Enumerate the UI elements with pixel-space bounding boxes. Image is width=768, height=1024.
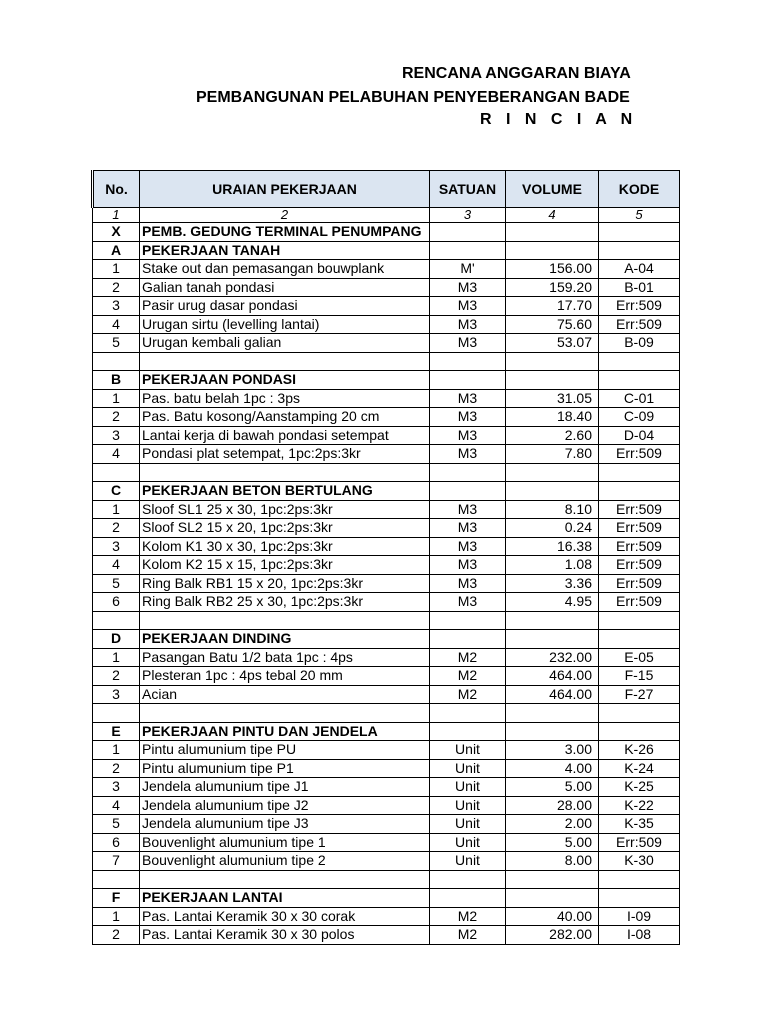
cell-satuan: M3 [430,537,506,556]
cell-kode: I-08 [599,926,680,945]
blank-row [93,704,680,723]
cell-no: 5 [93,815,140,834]
cell-satuan [430,630,506,649]
cell-kode: B-09 [599,334,680,353]
cell-volume [506,371,599,390]
cell-volume: 1.08 [506,556,599,575]
cell-satuan: Unit [430,759,506,778]
cell-kode: Err:509 [599,556,680,575]
cell-uraian: PEKERJAAN TANAH [140,241,430,260]
cell-volume: 8.00 [506,852,599,871]
cell-satuan: M3 [430,408,506,427]
cell-satuan: M3 [430,500,506,519]
cell-uraian: Bouvenlight alumunium tipe 2 [140,852,430,871]
cell-uraian: Pas. batu belah 1pc : 3ps [140,389,430,408]
cell-satuan: M2 [430,685,506,704]
cell-volume [506,241,599,260]
cell-no: 2 [93,278,140,297]
header-cell-kode: KODE [599,171,680,208]
cell-kode [599,482,680,501]
cell-satuan: M3 [430,334,506,353]
blank-row [93,611,680,630]
cell-satuan [430,371,506,390]
cell-satuan: M3 [430,389,506,408]
cell-no: A [93,241,140,260]
cell-volume: 17.70 [506,297,599,316]
cell-no: 4 [93,556,140,575]
cell-kode: K-25 [599,778,680,797]
cell-no: 1 [93,741,140,760]
cell-satuan [430,241,506,260]
cell-kode [599,463,680,482]
cell-uraian: Lantai kerja di bawah pondasi setempat [140,426,430,445]
cell-no: 3 [93,297,140,316]
cell-satuan: M2 [430,648,506,667]
section-row [93,223,680,242]
cell-no: 1 [93,389,140,408]
cell-volume: 4.95 [506,593,599,612]
header-cell-satuan: SATUAN [430,171,506,208]
table-row [93,926,680,945]
table-row [93,315,680,334]
cell-kode: Err:509 [599,537,680,556]
cell-volume: 159.20 [506,278,599,297]
cell-satuan [430,223,506,242]
cell-no: 6 [93,833,140,852]
cell-no [93,463,140,482]
cell-uraian: Pas. Batu kosong/Aanstamping 20 cm [140,408,430,427]
cell-uraian: Plesteran 1pc : 4ps tebal 20 mm [140,667,430,686]
cell-volume: 3.36 [506,574,599,593]
cell-satuan: M3 [430,426,506,445]
cell-volume: 31.05 [506,389,599,408]
cell-satuan: M3 [430,574,506,593]
cell-uraian: PEKERJAAN BETON BERTULANG [140,482,430,501]
cell-uraian: Ring Balk RB2 25 x 30, 1pc:2ps:3kr [140,593,430,612]
cell-uraian: PEKERJAAN PONDASI [140,371,430,390]
cell-no: F [93,889,140,908]
cell-volume: 7.80 [506,445,599,464]
cell-volume: 75.60 [506,315,599,334]
cell-kode: A-04 [599,260,680,279]
cell-uraian [140,870,430,889]
cell-no: D [93,630,140,649]
cell-kode: Err:509 [599,519,680,538]
cell-uraian: Pintu alumunium tipe P1 [140,759,430,778]
table-row [93,648,680,667]
cell-uraian: PEKERJAAN PINTU DAN JENDELA [140,722,430,741]
cell-uraian: Ring Balk RB1 15 x 20, 1pc:2ps:3kr [140,574,430,593]
blank-row [93,352,680,371]
table-row [93,796,680,815]
cell-volume [506,704,599,723]
cell-kode: I-09 [599,907,680,926]
cell-volume [506,611,599,630]
table-row [93,593,680,612]
cell-no: 6 [93,593,140,612]
cell-volume: 232.00 [506,648,599,667]
cell-uraian: Acian [140,685,430,704]
cell-uraian: Pas. Lantai Keramik 30 x 30 corak [140,907,430,926]
table-row [93,408,680,427]
cell-satuan [430,889,506,908]
cell-no: 3 [93,778,140,797]
cell-satuan [430,463,506,482]
column-number-row [93,208,680,223]
cell-satuan [430,722,506,741]
table-row [93,667,680,686]
cell-satuan [430,352,506,371]
table-row [93,778,680,797]
cell-volume: 464.00 [506,667,599,686]
cell-no: 1 [93,500,140,519]
cell-no: 2 [93,408,140,427]
cell-no: 5 [93,334,140,353]
column-number: 4 [506,208,599,223]
table-row [93,297,680,316]
cell-satuan [430,611,506,630]
table-row [93,833,680,852]
table-body [93,223,680,945]
cell-uraian: PEKERJAAN DINDING [140,630,430,649]
cell-satuan: M' [430,260,506,279]
cell-volume: 8.10 [506,500,599,519]
cell-volume: 28.00 [506,796,599,815]
cell-uraian: Urugan kembali galian [140,334,430,353]
cell-no: 4 [93,445,140,464]
cell-uraian: Pondasi plat setempat, 1pc:2ps:3kr [140,445,430,464]
table-row [93,334,680,353]
cell-kode: E-05 [599,648,680,667]
cell-satuan [430,870,506,889]
cell-satuan: Unit [430,833,506,852]
table-row [93,278,680,297]
cell-uraian [140,463,430,482]
cell-no [93,870,140,889]
cell-satuan: M3 [430,593,506,612]
table-row [93,260,680,279]
blank-row [93,463,680,482]
cell-kode [599,371,680,390]
cell-volume: 4.00 [506,759,599,778]
cell-kode [599,241,680,260]
cell-no: 1 [93,907,140,926]
cell-satuan: M2 [430,926,506,945]
table-row [93,556,680,575]
cell-kode: F-15 [599,667,680,686]
cell-no: 2 [93,667,140,686]
cell-no: 4 [93,315,140,334]
cell-volume: 5.00 [506,778,599,797]
cell-no: 4 [93,796,140,815]
cell-kode: C-09 [599,408,680,427]
cell-satuan: M3 [430,519,506,538]
cell-volume: 464.00 [506,685,599,704]
cell-volume: 5.00 [506,833,599,852]
column-number: 1 [93,208,140,223]
cell-no: B [93,371,140,390]
cell-uraian [140,611,430,630]
cell-uraian: Bouvenlight alumunium tipe 1 [140,833,430,852]
cell-kode [599,630,680,649]
cell-satuan: M2 [430,667,506,686]
cell-volume [506,630,599,649]
cell-kode: Err:509 [599,500,680,519]
cell-kode [599,722,680,741]
table-row [93,741,680,760]
cell-no: 3 [93,685,140,704]
table-row [93,685,680,704]
cell-uraian: Kolom K1 30 x 30, 1pc:2ps:3kr [140,537,430,556]
table-row [93,426,680,445]
cell-volume: 40.00 [506,907,599,926]
cell-kode: Err:509 [599,574,680,593]
cell-kode [599,870,680,889]
column-number: 2 [140,208,430,223]
cell-kode: F-27 [599,685,680,704]
cell-no: 3 [93,537,140,556]
cell-kode: K-24 [599,759,680,778]
cell-uraian: Sloof SL1 25 x 30, 1pc:2ps:3kr [140,500,430,519]
cell-uraian: Stake out dan pemasangan bouwplank [140,260,430,279]
document-subtitle: PEMBANGUNAN PELABUHAN PENYEBERANGAN BADE [196,89,630,106]
cell-volume [506,722,599,741]
cell-volume: 18.40 [506,408,599,427]
cell-volume: 2.60 [506,426,599,445]
cell-uraian: PEMB. GEDUNG TERMINAL PENUMPANG [140,223,430,242]
cell-uraian: Urugan sirtu (levelling lantai) [140,315,430,334]
cell-uraian: Kolom K2 15 x 15, 1pc:2ps:3kr [140,556,430,575]
cell-uraian: Jendela alumunium tipe J3 [140,815,430,834]
cell-satuan: M3 [430,315,506,334]
cell-satuan [430,704,506,723]
cell-no: X [93,223,140,242]
cell-no [93,704,140,723]
table-row [93,389,680,408]
table-row [93,815,680,834]
cell-no: 1 [93,648,140,667]
cell-volume [506,482,599,501]
cell-satuan: Unit [430,852,506,871]
cell-kode [599,889,680,908]
section-row [93,482,680,501]
cell-kode: K-35 [599,815,680,834]
cell-volume [506,352,599,371]
cell-volume: 282.00 [506,926,599,945]
section-row [93,630,680,649]
cell-uraian: Pintu alumunium tipe PU [140,741,430,760]
cell-volume: 156.00 [506,260,599,279]
cell-no [93,352,140,371]
cell-uraian: Pas. Lantai Keramik 30 x 30 polos [140,926,430,945]
header-row [93,171,680,208]
cell-volume: 0.24 [506,519,599,538]
cell-kode: D-04 [599,426,680,445]
section-row [93,889,680,908]
cell-satuan: M3 [430,297,506,316]
cell-kode: Err:509 [599,445,680,464]
cell-kode: Err:509 [599,593,680,612]
cell-kode [599,704,680,723]
cell-kode: Err:509 [599,833,680,852]
table-row [93,907,680,926]
section-row [93,722,680,741]
rab-table [91,170,680,945]
cell-satuan: Unit [430,796,506,815]
cell-no: 5 [93,574,140,593]
cell-uraian: Jendela alumunium tipe J1 [140,778,430,797]
section-row [93,371,680,390]
column-number: 5 [599,208,680,223]
cell-satuan: M3 [430,556,506,575]
column-number: 3 [430,208,506,223]
cell-volume [506,870,599,889]
cell-satuan [430,482,506,501]
cell-uraian [140,704,430,723]
header-cell-volume: VOLUME [506,171,599,208]
cell-no: 3 [93,426,140,445]
cell-satuan: M3 [430,445,506,464]
cell-volume [506,889,599,908]
table-row [93,759,680,778]
cell-volume: 53.07 [506,334,599,353]
cell-satuan: M2 [430,907,506,926]
cell-no: 7 [93,852,140,871]
cell-kode [599,223,680,242]
cell-satuan: M3 [430,278,506,297]
cell-kode: B-01 [599,278,680,297]
table-row [93,519,680,538]
cell-no: 2 [93,759,140,778]
cell-uraian [140,352,430,371]
cell-kode: Err:509 [599,315,680,334]
cell-kode: C-01 [599,389,680,408]
blank-row [93,870,680,889]
cell-uraian: Pasangan Batu 1/2 bata 1pc : 4ps [140,648,430,667]
cell-no [93,611,140,630]
cell-uraian: Galian tanah pondasi [140,278,430,297]
cell-kode: K-30 [599,852,680,871]
table-row [93,574,680,593]
cell-satuan: Unit [430,741,506,760]
cell-satuan: Unit [430,815,506,834]
table-row [93,537,680,556]
cell-no: 1 [93,260,140,279]
cell-uraian: Jendela alumunium tipe J2 [140,796,430,815]
document-title: RENCANA ANGGARAN BIAYA [402,65,631,82]
header-cell-uraian: URAIAN PEKERJAAN [140,171,430,208]
cell-volume: 3.00 [506,741,599,760]
table-row [93,445,680,464]
cell-uraian: PEKERJAAN LANTAI [140,889,430,908]
document-section-title: R I N C I A N [480,111,638,128]
cell-kode: Err:509 [599,297,680,316]
header-cell-no: No. [93,171,140,208]
section-row [93,241,680,260]
cell-no: C [93,482,140,501]
cell-no: E [93,722,140,741]
cell-volume: 2.00 [506,815,599,834]
table-row [93,852,680,871]
cell-uraian: Sloof SL2 15 x 20, 1pc:2ps:3kr [140,519,430,538]
table-row [93,500,680,519]
cell-kode: K-26 [599,741,680,760]
cell-kode [599,611,680,630]
cell-satuan: Unit [430,778,506,797]
cell-volume: 16.38 [506,537,599,556]
cell-volume [506,223,599,242]
cell-no: 2 [93,519,140,538]
cell-uraian: Pasir urug dasar pondasi [140,297,430,316]
cell-kode [599,352,680,371]
cell-no: 2 [93,926,140,945]
cell-kode: K-22 [599,796,680,815]
cell-volume [506,463,599,482]
